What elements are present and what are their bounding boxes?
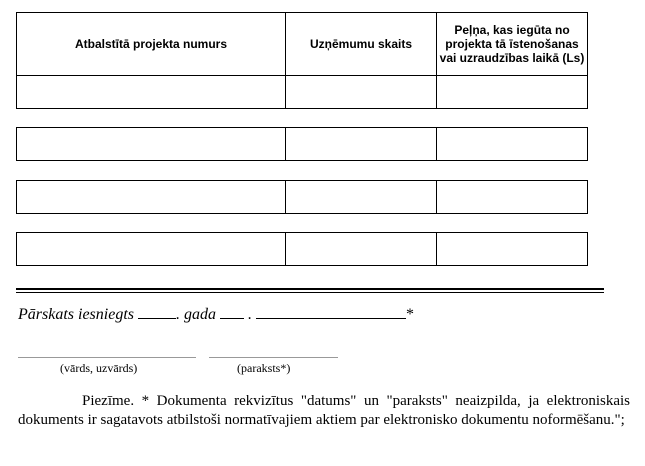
name-signature-line[interactable] xyxy=(18,357,196,358)
table-row xyxy=(16,232,588,266)
submission-prefix: Pārskats iesniegts xyxy=(18,306,134,323)
signature-label: (paraksts*) xyxy=(237,361,291,375)
header-project-number: Atbalstītā projekta numurs xyxy=(17,13,286,76)
cell-company-count[interactable] xyxy=(286,233,437,266)
section-divider xyxy=(16,288,604,290)
header-company-count: Uzņēmumu skaits xyxy=(286,13,437,76)
note-paragraph xyxy=(18,392,630,430)
note-text: Piezīme. * Dokumenta rekvizītus "datums" un "paraksts" neaizpilda, ja elektroniskais dokuments ir sagatavots atbilstoši normatīvajiem aktiem par elektronisko dokumentu noformēšanu."; xyxy=(18,393,630,428)
date-dot: . xyxy=(248,306,252,323)
name-label: (vārds, uzvārds) xyxy=(60,361,138,375)
asterisk-mark: * xyxy=(406,306,414,323)
report-table-header xyxy=(16,12,588,109)
cell-profit[interactable] xyxy=(437,76,588,109)
cell-profit[interactable] xyxy=(437,181,588,214)
table-row xyxy=(16,180,588,214)
year-label: . gada xyxy=(176,306,216,323)
cell-company-count[interactable] xyxy=(286,128,437,161)
submission-line xyxy=(18,304,414,324)
cell-project-number[interactable] xyxy=(17,233,286,266)
signature-line[interactable] xyxy=(209,357,338,358)
cell-profit[interactable] xyxy=(437,233,588,266)
cell-company-count[interactable] xyxy=(286,76,437,109)
cell-project-number[interactable] xyxy=(17,76,286,109)
month-blank[interactable] xyxy=(256,304,406,319)
header-profit: Peļņa, kas iegūta no projekta tā īstenošanas vai uzraudzības laikā (Ls) xyxy=(437,13,588,76)
cell-project-number[interactable] xyxy=(17,128,286,161)
day-blank[interactable] xyxy=(220,304,244,319)
table-row xyxy=(16,127,588,161)
cell-company-count[interactable] xyxy=(286,181,437,214)
cell-project-number[interactable] xyxy=(17,181,286,214)
cell-profit[interactable] xyxy=(437,128,588,161)
year-blank[interactable] xyxy=(138,304,176,319)
section-divider-thin xyxy=(16,292,604,293)
